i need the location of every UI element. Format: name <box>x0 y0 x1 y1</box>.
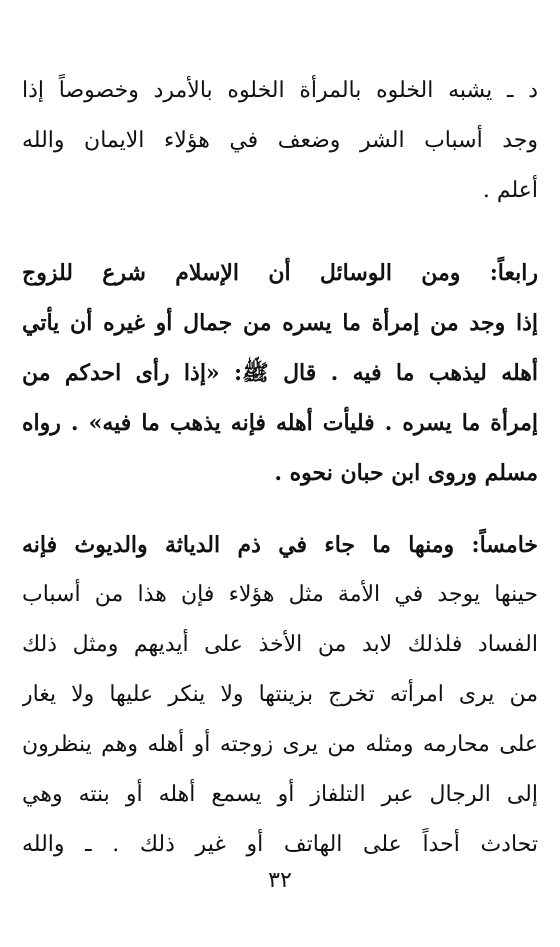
text-line: تحادث أحداً على الهاتف أو غير ذلك . ـ والله <box>22 832 538 857</box>
page-number: ٣٢ <box>268 868 292 893</box>
paragraph-2 <box>22 248 538 498</box>
text-line: حينها يوجد في الأمة مثل هؤلاء فإن هذا من أسباب <box>22 582 538 607</box>
text-line: رابعاً: ومن الوسائل أن الإسلام شرع للزوج <box>22 260 538 286</box>
text-line: خامساً: ومنها ما جاء في ذم الدياثة والديوث فإنه <box>22 532 538 558</box>
paragraph-3 <box>22 520 538 870</box>
text-line: د ـ يشبه الخلوه بالمرأة الخلوه بالأمرد وخصوصاً إذا <box>22 78 538 103</box>
text-line: مسلم وروى ابن حبان نحوه . <box>274 460 538 486</box>
text-line: أهله ليذهب ما فيه . قال ﷺ: «إذا رأى احدكم من <box>22 360 538 386</box>
paragraph-1 <box>22 66 538 216</box>
text-line: إذا وجد من إمرأة ما يسره من جمال أو غيره أن يأتي <box>22 310 538 336</box>
text-line: وجد أسباب الشر وضعف في هؤلاء الايمان والله <box>22 128 538 153</box>
text-line: من يرى امرأته تخرج بزينتها ولا ينكر عليها ولا يغار <box>22 682 538 707</box>
text-line: أعلم . <box>482 178 538 203</box>
text-line: إمرأة ما يسره . فليأت أهله فإنه يذهب ما فيه» . رواه <box>22 410 538 436</box>
text-line: الفساد فلذلك لابد من الأخذ على أيديهم ومثل ذلك <box>22 632 538 657</box>
text-line: إلى الرجال عبر التلفاز أو يسمع أهله أو بنته وهي <box>22 782 538 807</box>
text-line: على محارمه ومثله من يرى زوجته أو أهله وهم ينظرون <box>22 732 538 757</box>
